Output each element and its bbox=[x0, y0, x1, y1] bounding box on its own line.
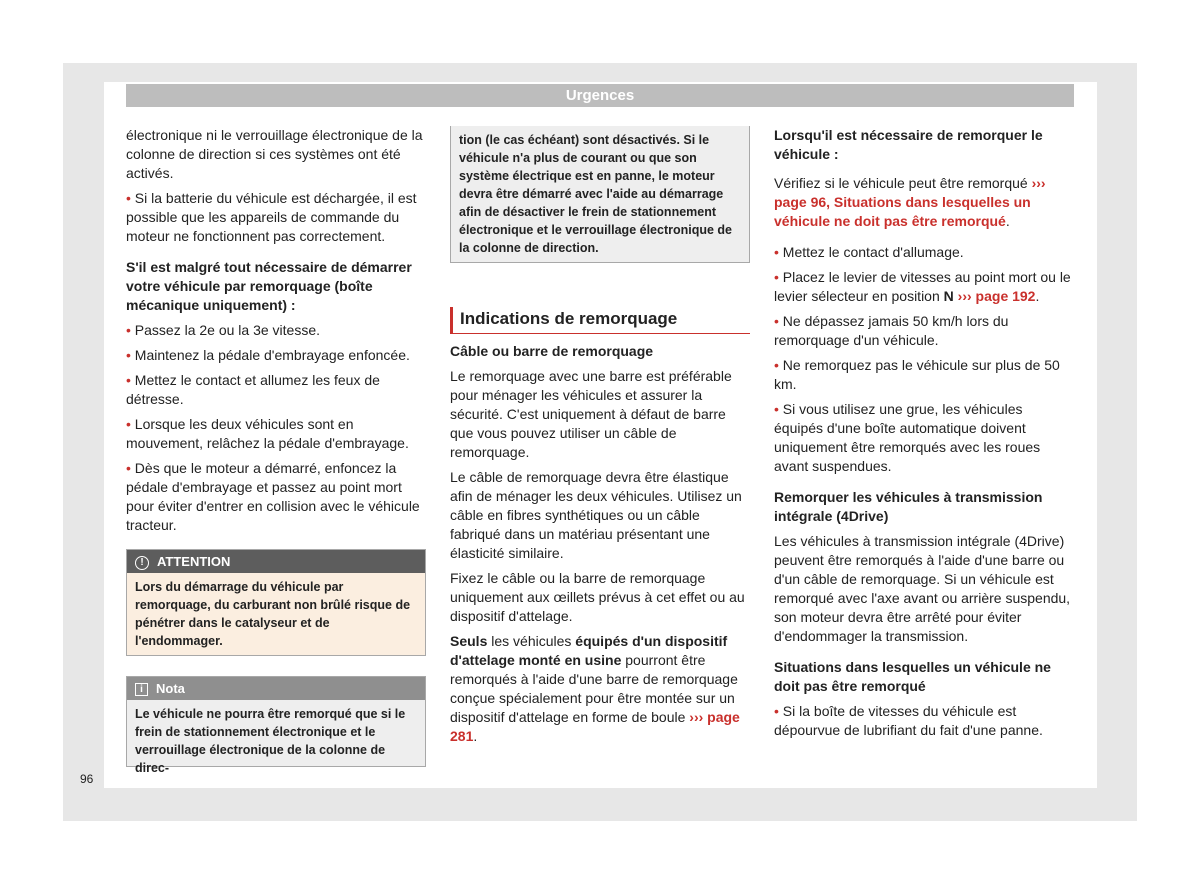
subheading: Remorquer les véhicules à transmission intégrale (4Drive) bbox=[774, 489, 1043, 524]
page-link[interactable]: ››› page 281 bbox=[450, 709, 740, 744]
info-icon: i bbox=[135, 683, 148, 696]
bullet-item: • Si la batterie du véhicule est déchargée, il est possible que les appareils de commande du moteur ne fonctionnent pas correctement. bbox=[126, 190, 417, 244]
paragraph: électronique ni le verrouillage électronique de la colonne de direction si ces systèmes ont été activés. bbox=[126, 127, 423, 181]
subheading: S'il est malgré tout nécessaire de démarrer votre véhicule par remorquage (boîte mécanique uniquement) : bbox=[126, 259, 412, 313]
bullet-icon: • bbox=[126, 416, 131, 432]
bullet-icon: • bbox=[774, 269, 779, 285]
bullet-icon: • bbox=[774, 357, 779, 373]
paragraph: Vérifiez si le véhicule peut être remorqué ››› page 96, Situations dans lesquelles un véhicule ne doit pas être remorqué. bbox=[774, 175, 1046, 229]
attention-text: Lors du démarrage du véhicule par remorquage, du carburant non brûlé risque de pénétrer dans le catalyseur et de l'endommager. bbox=[127, 573, 425, 655]
section-heading: Indications de remorquage bbox=[450, 307, 750, 334]
bullet-icon: • bbox=[126, 347, 131, 363]
bullet-item: • Lorsque les deux véhicules sont en mouvement, relâchez la pédale d'embrayage. bbox=[126, 416, 409, 451]
paragraph: Fixez le câble ou la barre de remorquage uniquement aux œillets prévus à cet effet ou au dispositif d'attelage. bbox=[450, 570, 745, 624]
bullet-icon: • bbox=[774, 244, 779, 260]
note-box bbox=[126, 676, 426, 775]
paragraph: Le remorquage avec une barre est préférable pour ménager les véhicules et assurer la sécurité. C'est uniquement à défaut de barre que vous pouvez utiliser un câble de remorquage. bbox=[450, 368, 732, 460]
bullet-icon: • bbox=[126, 190, 131, 206]
paragraph: Le câble de remorquage devra être élastique afin de ménager les deux véhicules. Utilisez un câble en fibres synthétiques ou un câble fabriqué dans un matériau présentant une élasticité similaire. bbox=[450, 469, 742, 561]
page-link[interactable]: ››› page 96, Situations dans lesquelles un véhicule ne doit pas être remorqué bbox=[774, 175, 1046, 229]
subheading: Lorsqu'il est nécessaire de remorquer le véhicule : bbox=[774, 127, 1043, 162]
subheading: Situations dans lesquelles un véhicule ne doit pas être remorqué bbox=[774, 659, 1051, 694]
page-link[interactable]: ››› page 192 bbox=[957, 288, 1036, 304]
bullet-icon: • bbox=[774, 703, 779, 719]
bullet-icon: • bbox=[126, 322, 131, 338]
attention-header: ! ATTENTION bbox=[127, 550, 425, 573]
bullet-item: • Placez le levier de vitesses au point mort ou le levier sélecteur en position N ››› page 192. bbox=[774, 269, 1071, 304]
bullet-item: • Si la boîte de vitesses du véhicule est dépourvue de lubrifiant du fait d'une panne. bbox=[774, 703, 1043, 738]
bullet-icon: • bbox=[774, 401, 779, 417]
bullet-icon: • bbox=[774, 313, 779, 329]
column-3 bbox=[774, 126, 1074, 746]
attention-box bbox=[126, 549, 426, 656]
paragraph: Seuls les véhicules équipés d'un dispositif d'attelage monté en usine pourront être remorqués à l'aide d'une barre de remorquage conçue spécialement pour être montée sur un dispositif d'attelage en forme de boule ››› page 281. bbox=[450, 633, 740, 744]
bullet-item: • Si vous utilisez une grue, les véhicules équipés d'une boîte automatique doivent uniquement être remorqués avec les roues avant suspendues. bbox=[774, 401, 1041, 474]
note-header: i Nota bbox=[127, 677, 425, 700]
paragraph: Les véhicules à transmission intégrale (4Drive) peuvent être remorqués à l'aide d'une barre ou d'un câble de remorquage. Si un véhicule est remorqué avec l'axe avant ou arrière suspendu, son moteur devra être arrêté pour éviter d'endommager la transmission. bbox=[774, 533, 1071, 644]
chapter-header: Urgences bbox=[126, 84, 1074, 107]
warning-icon: ! bbox=[135, 556, 149, 570]
subheading: Câble ou barre de remorquage bbox=[450, 343, 654, 359]
bullet-item: • Ne remorquez pas le véhicule sur plus de 50 km. bbox=[774, 357, 1060, 392]
bullet-item: • Maintenez la pédale d'embrayage enfoncée. bbox=[126, 347, 410, 363]
page-number: 96 bbox=[80, 772, 94, 786]
bullet-icon: • bbox=[126, 460, 131, 476]
note-continuation: tion (le cas échéant) sont désactivés. Si le véhicule n'a plus de courant ou que son système électrique est en panne, le moteur devra être démarré avec l'aide au démarrage afin de désactiver le frein de stationnement électronique et le verrouillage électronique de la colonne de direction. bbox=[450, 126, 750, 263]
column-1 bbox=[126, 126, 426, 775]
bullet-icon: • bbox=[126, 372, 131, 388]
bullet-item: • Ne dépassez jamais 50 km/h lors du remorquage d'un véhicule. bbox=[774, 313, 1009, 348]
bullet-item: • Mettez le contact et allumez les feux de détresse. bbox=[126, 372, 380, 407]
note-text: Le véhicule ne pourra être remorqué que si le frein de stationnement électronique et le verrouillage électronique de la colonne de direc- bbox=[127, 700, 425, 766]
bullet-item: • Dès que le moteur a démarré, enfoncez la pédale d'embrayage et passez au point mort pour éviter d'entrer en collision avec le véhicule tracteur. bbox=[126, 460, 420, 533]
bullet-item: • Mettez le contact d'allumage. bbox=[774, 244, 964, 260]
column-2 bbox=[450, 126, 750, 752]
bullet-item: • Passez la 2e ou la 3e vitesse. bbox=[126, 322, 321, 338]
